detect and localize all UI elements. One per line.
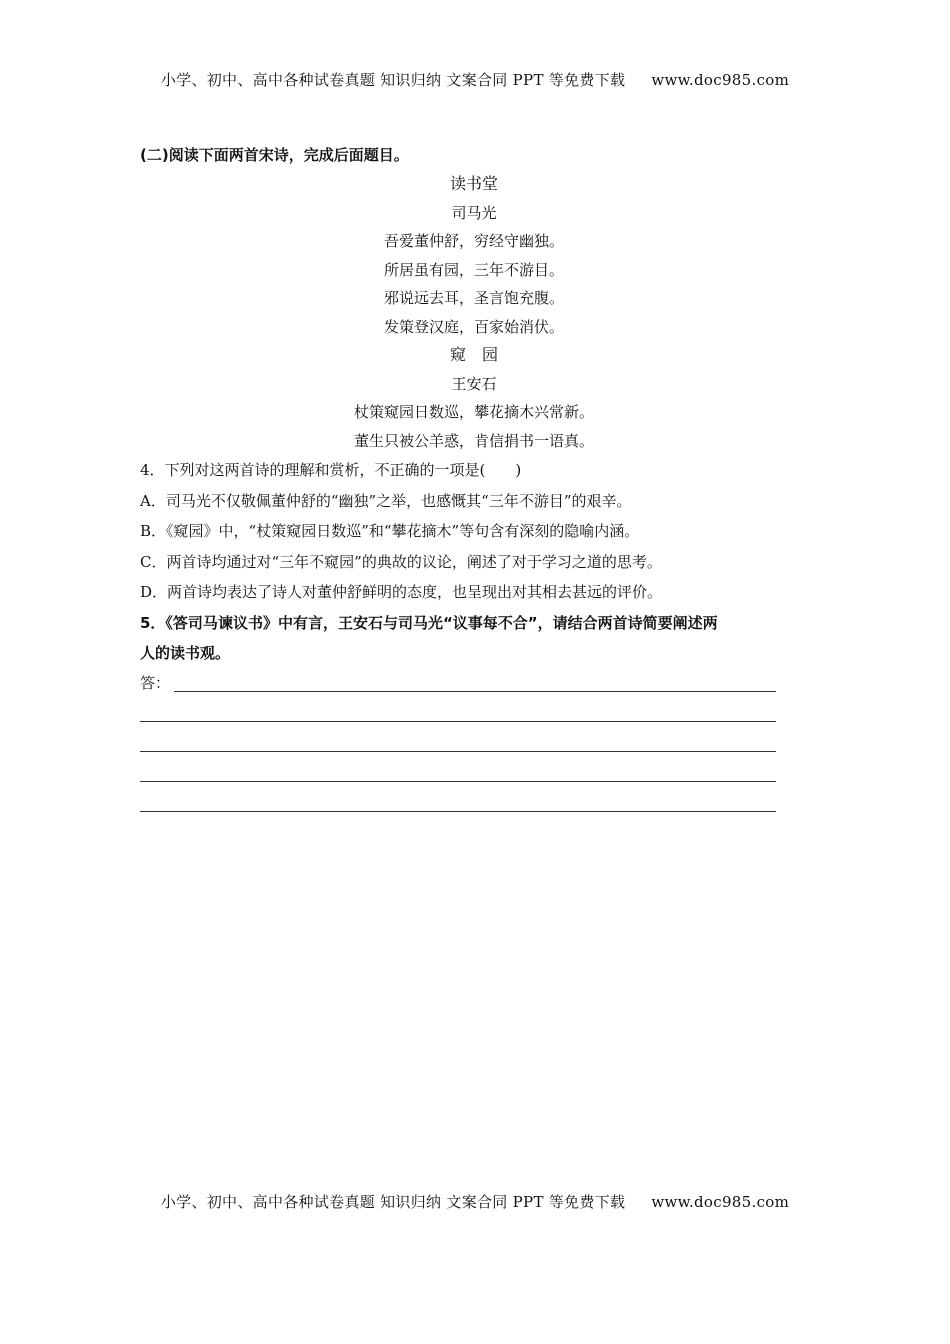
answer-line[interactable] xyxy=(174,691,776,692)
page-header xyxy=(0,69,950,90)
poem2-author: 王安石 xyxy=(451,374,497,393)
question5-stem-line1: 5．《答司马谏议书》中有言，王安石与司马光“议事每不合”，请结合两首诗简要阐述两 xyxy=(140,613,718,632)
question4-option-b: B．《窥园》中，“杖策窥园日数巡”和“攀花摘木”等句含有深刻的隐喻内涵。 xyxy=(140,522,640,541)
question4-option-a: A．司马光不仅敬佩董仲舒的“幽独”之举，也感慨其“三年不游目”的艰辛。 xyxy=(140,491,632,510)
answer-row[interactable] xyxy=(140,698,812,728)
poem1-line: 所居虽有园，三年不游目。 xyxy=(383,260,564,279)
question5-stem-line2: 人的读书观。 xyxy=(140,643,231,662)
answer-row[interactable] xyxy=(140,668,812,698)
answer-line[interactable] xyxy=(140,751,776,752)
poem2-line: 董生只被公羊惑，肯信捐书一语真。 xyxy=(353,431,594,450)
answer-row[interactable] xyxy=(140,758,812,788)
answer-label: 答： xyxy=(140,673,171,692)
answer-line[interactable] xyxy=(140,811,776,812)
section-intro: (二)阅读下面两首宋诗，完成后面题目。 xyxy=(140,146,409,164)
question4-stem: 4．下列对这两首诗的理解和赏析，不正确的一项是( ) xyxy=(140,461,522,479)
poem1-author: 司马光 xyxy=(451,203,497,222)
footer-url[interactable]: www.doc985.com xyxy=(651,1193,790,1211)
answer-row[interactable] xyxy=(140,728,812,758)
footer-text: 小学、初中、高中各种试卷真题 知识归纳 文案合同 PPT 等免费下载 xyxy=(160,1193,626,1211)
question4-option-d: D．两首诗均表达了诗人对董仲舒鲜明的态度，也呈现出对其相去甚远的评价。 xyxy=(140,583,663,602)
poem1-line: 吾爱董仲舒，穷经守幽独。 xyxy=(383,232,564,250)
header-text: 小学、初中、高中各种试卷真题 知识归纳 文案合同 PPT 等免费下载 xyxy=(160,71,626,89)
poem1-line: 发策登汉庭，百家始消伏。 xyxy=(383,317,564,336)
poem1-title: 读书堂 xyxy=(449,174,498,193)
answer-line[interactable] xyxy=(140,781,776,782)
answer-line[interactable] xyxy=(140,721,776,722)
question4-option-c: C．两首诗均通过对“三年不窥园”的典故的议论，阐述了对于学习之道的思考。 xyxy=(140,552,662,571)
poem1-line: 邪说远去耳，圣言饱充腹。 xyxy=(383,289,564,307)
header-url[interactable]: www.doc985.com xyxy=(651,71,790,89)
page-footer xyxy=(0,1191,950,1212)
poem2-title: 窥 园 xyxy=(449,345,498,364)
document-body xyxy=(140,141,812,818)
answer-row[interactable] xyxy=(140,788,812,818)
poem2-line: 杖策窥园日数巡，攀花摘木兴常新。 xyxy=(353,403,594,421)
